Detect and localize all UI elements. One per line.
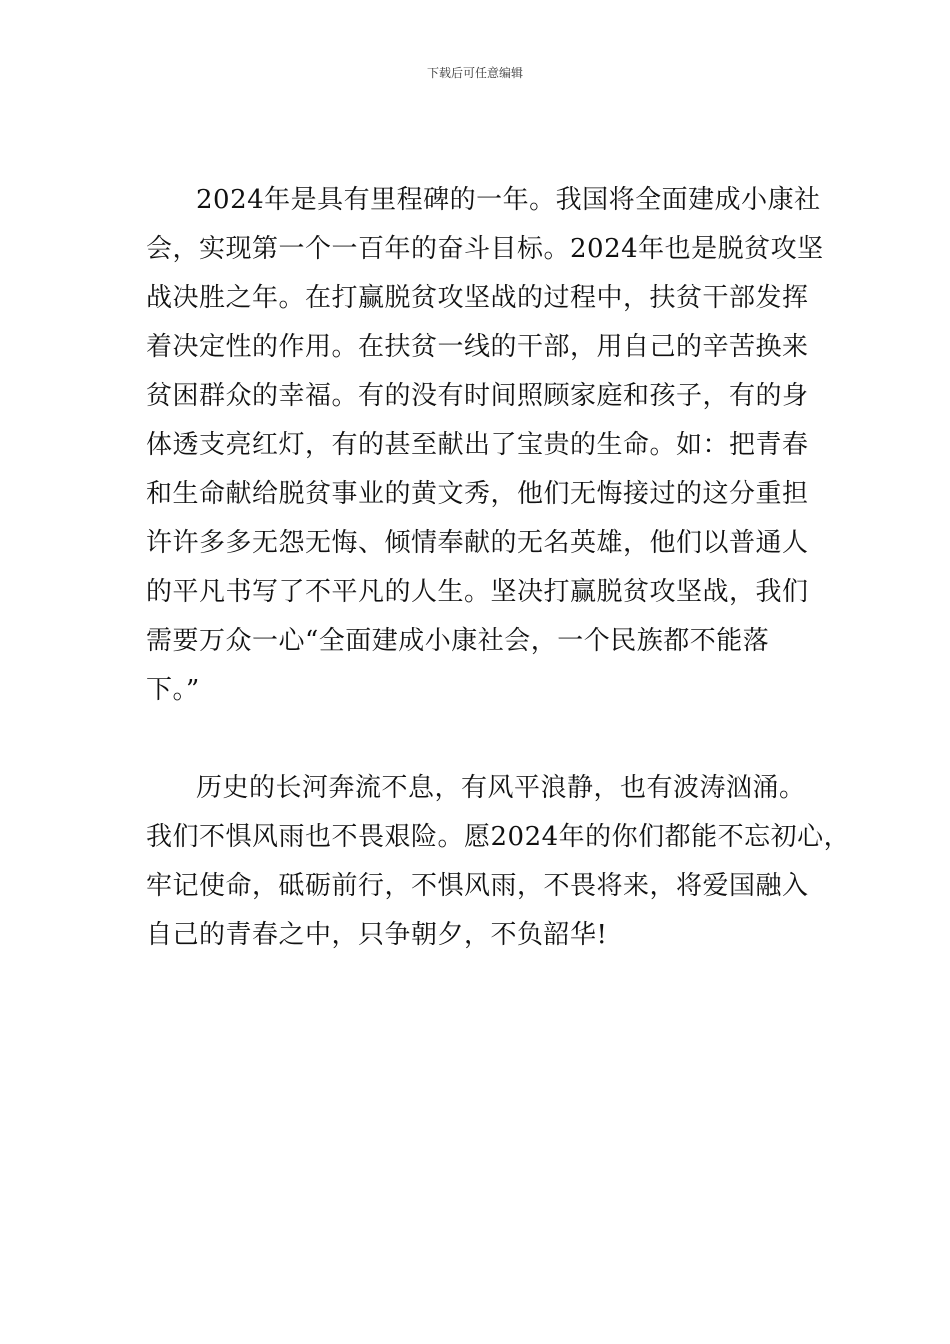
paragraph-line: 我们不惧风雨也不畏艰险。愿2024年的你们都能不忘初心， bbox=[146, 822, 851, 852]
paragraph-line: 牢记使命，砥砺前行，不惧风雨，不畏将来，将爱国融入 bbox=[146, 871, 809, 901]
paragraph-line: 2024年是具有里程碑的一年。我国将全面建成小康社 bbox=[196, 185, 821, 215]
paragraph-gap bbox=[146, 719, 816, 768]
document-body bbox=[146, 180, 851, 964]
paragraph-2 bbox=[146, 768, 851, 964]
paragraph-line: 战决胜之年。在打赢脱贫攻坚战的过程中，扶贫干部发挥 bbox=[146, 283, 809, 313]
paragraph-line: 会，实现第一个一百年的奋斗目标。2024年也是脱贫攻坚 bbox=[146, 234, 824, 264]
paragraph-line: 历史的长河奔流不息，有风平浪静，也有波涛汹涌。 bbox=[196, 773, 806, 803]
paragraph-line: 的平凡书写了不平凡的人生。坚决打赢脱贫攻坚战，我们 bbox=[146, 577, 809, 607]
paragraph-line: 体透支亮红灯，有的甚至献出了宝贵的生命。如：把青春 bbox=[146, 430, 809, 460]
page-header-note: 下载后可任意编辑 bbox=[426, 66, 523, 80]
paragraph-line: 和生命献给脱贫事业的黄文秀，他们无悔接过的这分重担 bbox=[146, 479, 809, 509]
paragraph-1 bbox=[146, 180, 824, 719]
paragraph-line: 需要万众一心“全面建成小康社会，一个民族都不能落 bbox=[146, 626, 770, 656]
paragraph-line: 许许多多无怨无悔、倾情奉献的无名英雄，他们以普通人 bbox=[146, 528, 809, 558]
paragraph-line: 下。” bbox=[146, 675, 200, 705]
paragraph-line: 着决定性的作用。在扶贫一线的干部，用自己的辛苦换来 bbox=[146, 332, 809, 362]
paragraph-line: 贫困群众的幸福。有的没有时间照顾家庭和孩子，有的身 bbox=[146, 381, 809, 411]
paragraph-line: 自己的青春之中，只争朝夕，不负韶华! bbox=[146, 920, 608, 950]
